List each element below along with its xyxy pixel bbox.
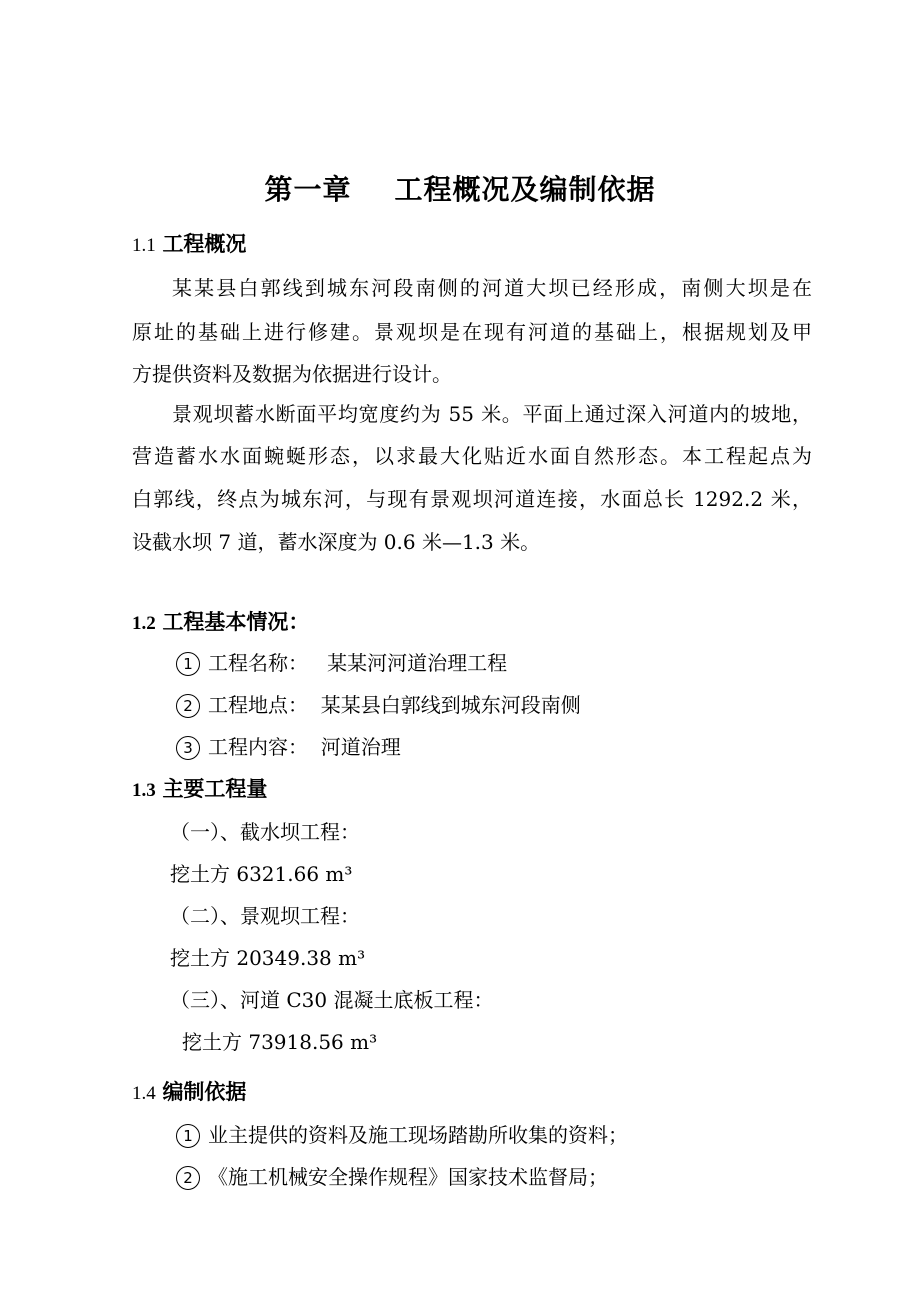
quantity-category: （三）、河道 C30 混凝土底板工程：	[170, 988, 494, 1012]
paragraph-line: 营造蓄水水面蜿蜒形态，以求最大化贴近水面自然形态。本工程起点为	[132, 444, 812, 468]
chapter-title: 第一章 工程概况及编制依据	[264, 173, 656, 206]
info-value: 某某县白郭线到城东河段南侧	[320, 693, 581, 717]
basis-item	[176, 1119, 628, 1148]
paragraph-line: 设截水坝 7 道，蓄水深度为 0.6 米—1.3 米。	[132, 530, 541, 554]
basis-text: 业主提供的资料及施工现场踏勘所收集的资料；	[208, 1123, 628, 1147]
info-item	[176, 731, 401, 760]
section-heading-1-3	[132, 773, 267, 803]
circled-number: 2	[176, 1166, 200, 1190]
circled-number: 3	[176, 736, 200, 760]
paragraph-line: 景观坝蓄水断面平均宽度约为 55 米。平面上通过深入河道内的坡地，	[172, 402, 812, 426]
basis-item	[176, 1161, 608, 1190]
quantity-value: 挖土方 73918.56 m³	[182, 1030, 378, 1054]
section-heading-1-2	[132, 606, 309, 636]
paragraph-line: 方提供资料及数据为依据进行设计。	[132, 362, 452, 386]
paragraph-line: 原址的基础上进行修建。景观坝是在现有河道的基础上，根据规划及甲	[132, 320, 812, 344]
info-label: 工程名称：	[208, 651, 308, 675]
circled-number: 1	[176, 1124, 200, 1148]
basis-text: 《施工机械安全操作规程》国家技术监督局；	[208, 1165, 608, 1189]
quantity-value: 挖土方 20349.38 m³	[170, 946, 366, 970]
info-item	[176, 689, 581, 718]
paragraph-line: 某某县白郭线到城东河段南侧的河道大坝已经形成，南侧大坝是在	[172, 276, 812, 300]
info-label: 工程地点：	[208, 693, 308, 717]
section-number: 1.2	[132, 613, 156, 634]
quantity-value: 挖土方 6321.66 m³	[170, 862, 353, 886]
section-heading-1-1	[132, 228, 246, 258]
section-number: 1.4	[132, 1083, 156, 1104]
info-label: 工程内容：	[208, 735, 308, 759]
section-title: 主要工程量	[162, 776, 268, 801]
quantity-category: （一）、截水坝工程：	[170, 820, 360, 844]
info-item	[176, 647, 507, 676]
info-value: 某某河河道治理工程	[327, 651, 508, 675]
paragraph-line: 白郭线，终点为城东河，与现有景观坝河道连接，水面总长 1292.2 米，	[132, 487, 812, 511]
info-value: 河道治理	[320, 735, 401, 759]
circled-number: 1	[176, 652, 200, 676]
section-number: 1.3	[132, 780, 156, 801]
section-title: 编制依据	[162, 1079, 247, 1104]
section-title: 工程概况	[162, 231, 247, 256]
section-title: 工程基本情况：	[162, 609, 310, 634]
section-number: 1.1	[132, 235, 156, 256]
quantity-category: （二）、景观坝工程：	[170, 904, 360, 928]
section-heading-1-4	[132, 1076, 246, 1106]
circled-number: 2	[176, 694, 200, 718]
